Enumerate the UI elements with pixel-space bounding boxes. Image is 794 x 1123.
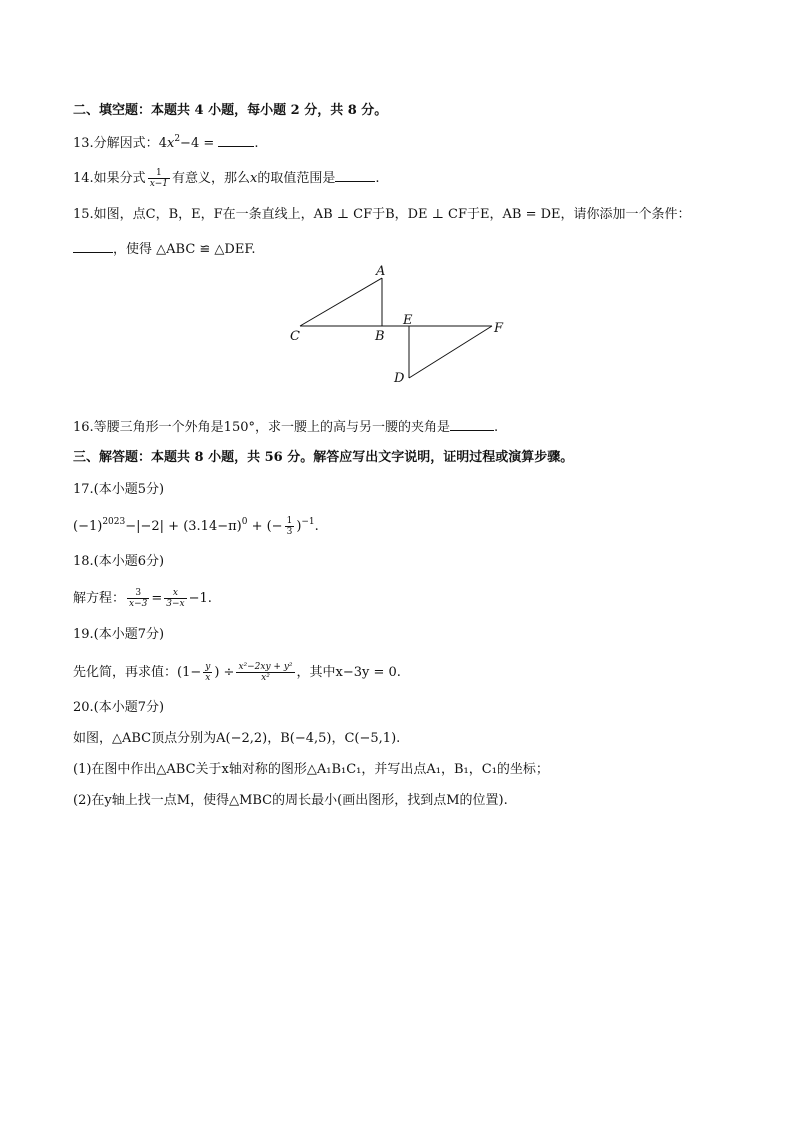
q20-line2: (1)在图中作出△ABC关于x轴对称的图形△A₁B₁C₁，并写出点A₁，B₁，C₁的坐标； bbox=[73, 762, 549, 777]
q17-end: . bbox=[314, 519, 319, 534]
q19-header: 19.(本小题7分) bbox=[73, 627, 165, 642]
q17-part2: −|−2| + (3.14−π) bbox=[125, 519, 242, 534]
q17-expression bbox=[73, 516, 319, 537]
q15-suffix: ，使得 △ABC ≌ △DEF. bbox=[113, 242, 256, 257]
q17-header: 17.(本小题5分) bbox=[73, 482, 165, 497]
q19-f2-num: x²−2xy + y² bbox=[238, 662, 293, 672]
q18-equation bbox=[73, 588, 212, 609]
q19-expression bbox=[73, 662, 401, 683]
q16-text: 16.等腰三角形一个外角是150°，求一腰上的高与另一腰的夹角是 bbox=[73, 420, 450, 435]
q19-f2-den: x² bbox=[261, 673, 270, 683]
q19-prefix: 先化简，再求值：(1− bbox=[73, 665, 202, 680]
question-14 bbox=[73, 168, 380, 189]
q14-var: x bbox=[250, 171, 258, 186]
q18-f2-num: x bbox=[164, 588, 186, 599]
label-e: E bbox=[403, 313, 413, 328]
segment-df bbox=[409, 326, 492, 378]
q20-header: 20.(本小题7分) bbox=[73, 700, 165, 715]
q18-prefix: 解方程： bbox=[73, 591, 126, 606]
label-a: A bbox=[376, 264, 386, 279]
label-b: B bbox=[375, 329, 385, 344]
label-d: D bbox=[394, 371, 405, 386]
q17-exp3: −1 bbox=[301, 517, 315, 527]
q19-f1-den: x bbox=[205, 673, 211, 683]
q13-coef: 4 bbox=[158, 136, 167, 151]
question-15-line1: 15.如图，点C，B，E，F在一条直线上，AB ⊥ CF于B，DE ⊥ CF于E，AB = DE，请你添加一个条件： bbox=[73, 207, 691, 222]
q14-frac-num: 1 bbox=[148, 168, 170, 179]
q19-fraction-2 bbox=[236, 662, 294, 683]
q18-header: 18.(本小题6分) bbox=[73, 554, 165, 569]
q14-prefix: 14.如果分式 bbox=[73, 171, 146, 186]
q18-eq: = bbox=[151, 591, 163, 606]
q13-end: . bbox=[254, 136, 259, 151]
q17-part3: + (− bbox=[247, 519, 283, 534]
q13-answer-blank[interactable] bbox=[218, 134, 254, 147]
section3-title: 三、解答题：本题共 8 小题，共 56 分。解答应写出文字说明，证明过程或演算步骤。 bbox=[73, 450, 574, 465]
q18-f2-den: 3−x bbox=[166, 599, 185, 609]
q14-frac-den: x−1 bbox=[149, 179, 169, 189]
q19-fraction-1 bbox=[203, 662, 212, 683]
q14-mid: 有意义，那么 bbox=[172, 171, 251, 186]
q13-rest: −4 = bbox=[180, 136, 215, 151]
q14-suffix: 的取值范围是 bbox=[257, 171, 336, 186]
section2-title: 二、填空题：本题共 4 小题，每小题 2 分，共 8 分。 bbox=[73, 103, 388, 118]
label-f: F bbox=[494, 321, 504, 336]
q13-exp: 2 bbox=[174, 134, 181, 144]
q19-mid: ) ÷ bbox=[214, 665, 235, 680]
q17-exp1: 2023 bbox=[102, 517, 126, 527]
q20-line1: 如图，△ABC顶点分别为A(−2,2)，B(−4,5)，C(−5,1). bbox=[73, 731, 401, 746]
question-16 bbox=[73, 418, 498, 437]
q19-f1-num: y bbox=[205, 662, 211, 672]
q14-answer-blank[interactable] bbox=[335, 169, 375, 182]
q17-part1: (−1) bbox=[73, 519, 103, 534]
q19-tail: ，其中x−3y = 0. bbox=[296, 665, 401, 680]
q17-frac-den: 3 bbox=[286, 527, 293, 537]
q14-end: . bbox=[375, 171, 380, 186]
q16-answer-blank[interactable] bbox=[450, 418, 494, 431]
label-c: C bbox=[290, 329, 300, 344]
q17-fraction bbox=[285, 516, 295, 537]
question-13 bbox=[73, 134, 259, 153]
q15-figure bbox=[280, 262, 520, 390]
segment-ca bbox=[300, 278, 382, 326]
question-15-line2 bbox=[73, 240, 255, 259]
q20-line3: (2)在y轴上找一点M，使得△MBC的周长最小(画出图形，找到点M的位置). bbox=[73, 793, 508, 808]
q18-tail: −1. bbox=[188, 591, 212, 606]
q18-f1-num: 3 bbox=[127, 588, 149, 599]
q16-end: . bbox=[494, 420, 499, 435]
q13-prefix: 13.分解因式： bbox=[73, 136, 159, 151]
q18-fraction-1 bbox=[127, 588, 149, 609]
q18-fraction-2 bbox=[164, 588, 186, 609]
q15-answer-blank[interactable] bbox=[73, 240, 113, 253]
q14-fraction bbox=[148, 168, 170, 189]
q17-exp2: 0 bbox=[241, 517, 248, 527]
q17-frac-num: 1 bbox=[286, 516, 293, 526]
q17-part4: ) bbox=[296, 519, 302, 534]
q18-f1-den: x−3 bbox=[129, 599, 148, 609]
q13-var: x bbox=[166, 136, 175, 151]
